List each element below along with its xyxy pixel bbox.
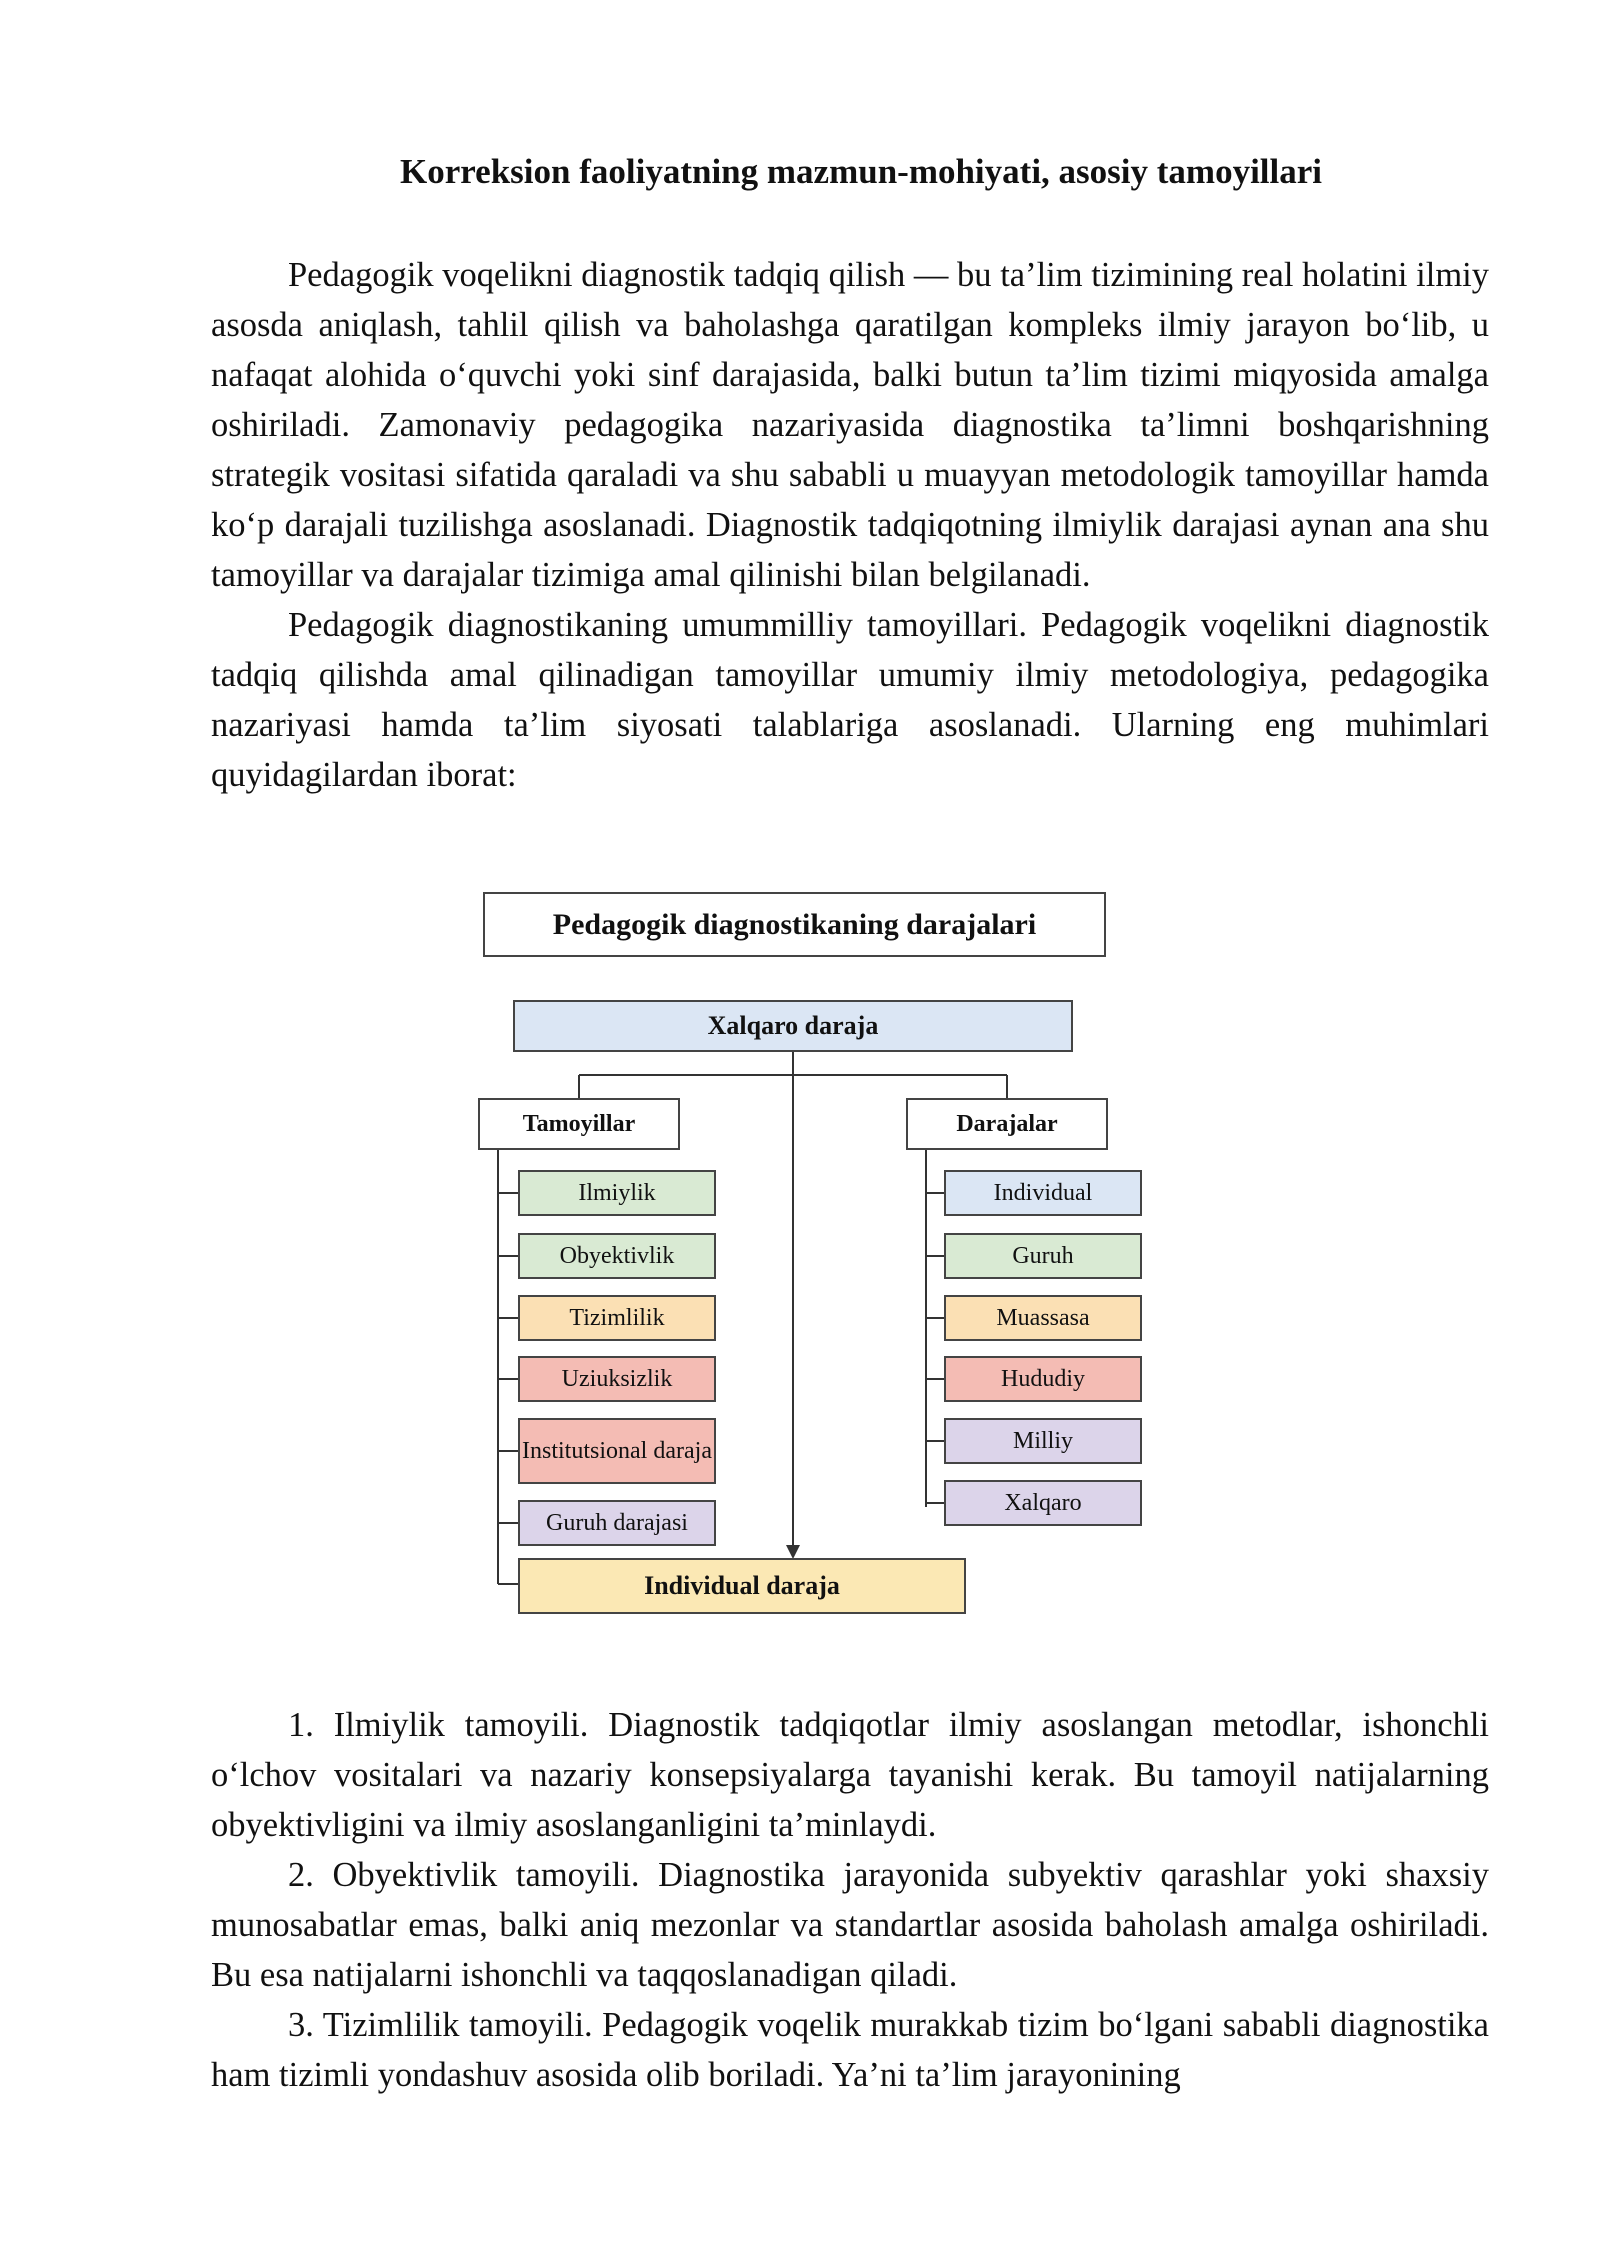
page-title: Korreksion faoliyatning mazmun-mohiyati, asosiy tamoyillari — [400, 152, 1322, 191]
level-box: Individual — [944, 1170, 1142, 1216]
level-box: Hududiy — [944, 1356, 1142, 1402]
principle-box: Guruh darajasi — [518, 1500, 716, 1546]
paragraph: 3. Tizimlilik tamoyili. Pedagogik voqelik murakkab tizim bo‘lgani sababli diagnostika ham tizimli yondashuv asosida olib boriladi. Ya’ni ta’lim jarayonining — [211, 2006, 1489, 2094]
principle-box: Obyektivlik — [518, 1233, 716, 1279]
level-box: Muassasa — [944, 1295, 1142, 1341]
principle-box: Institutsional daraja — [518, 1418, 716, 1484]
paragraph: 2. Obyektivlik tamoyili. Diagnostika jarayonida subyektiv qarashlar yoki shaxsiy munosabatlar emas, balki aniq mezonlar va standartlar asosida baholash amalga oshiriladi. Bu esa natijalarni ishonchli va taqqoslanadigan qiladi. — [211, 1856, 1489, 1994]
paragraph: 1. Ilmiylik tamoyili. Diagnostik tadqiqotlar ilmiy asoslangan metodlar, ishonchli o‘lchov vositalari va nazariy konsepsiyalarga tayanishi kerak. Bu tamoyil natijalarning obyektivligini va ilmiy asoslanganligini ta’minlaydi. — [211, 1706, 1489, 1844]
individual-level-box: Individual daraja — [518, 1558, 966, 1614]
intro-text — [211, 250, 1489, 800]
principle-box: Uziuksizlik — [518, 1356, 716, 1402]
level-box: Milliy — [944, 1418, 1142, 1464]
paragraph: Pedagogik voqelikni diagnostik tadqiq qilish — bu ta’lim tizimining real holatini ilmiy asosda aniqlash, tahlil qilish va baholashga qaratilgan kompleks ilmiy jarayon bo‘lib, u nafaqat alohida o‘quvchi yoki sinf darajasida, balki butun ta’lim tizimi miqyosida amalga oshiriladi. Zamonaviy pedagogika nazariyasida diagnostika ta’limni boshqarishning strategik vositasi sifatida qaraladi va shu sababli u muayyan metodologik tamoyillar hamda ko‘p darajali tuzilishga asoslanadi. Diagnostik tadqiqotning ilmiylik darajasi aynan ana shu tamoyillar va darajalar tizimiga amal qilinishi bilan belgilanadi. — [211, 256, 1489, 594]
diagram-title: Pedagogik diagnostikaning darajalari — [483, 892, 1106, 957]
principle-box: Tizimlilik — [518, 1295, 716, 1341]
paragraph: Pedagogik diagnostikaning umummilliy tamoyillari. Pedagogik voqelikni diagnostik tadqiq qilishda amal qilinadigan tamoyillar umumiy ilmiy metodologiya, pedagogika nazariyasi hamda ta’lim siyosati talablariga asoslanadi. Ularning eng muhimlari quyidagilardan iborat: — [211, 606, 1489, 794]
level-box: Xalqaro — [944, 1480, 1142, 1526]
level-box: Guruh — [944, 1233, 1142, 1279]
international-level-box: Xalqaro daraja — [513, 1000, 1073, 1052]
principle-box: Ilmiylik — [518, 1170, 716, 1216]
principles-header-box: Tamoyillar — [478, 1098, 680, 1150]
levels-diagram — [470, 880, 1170, 1620]
levels-header-box: Darajalar — [906, 1098, 1108, 1150]
principles-text — [211, 1700, 1489, 2100]
